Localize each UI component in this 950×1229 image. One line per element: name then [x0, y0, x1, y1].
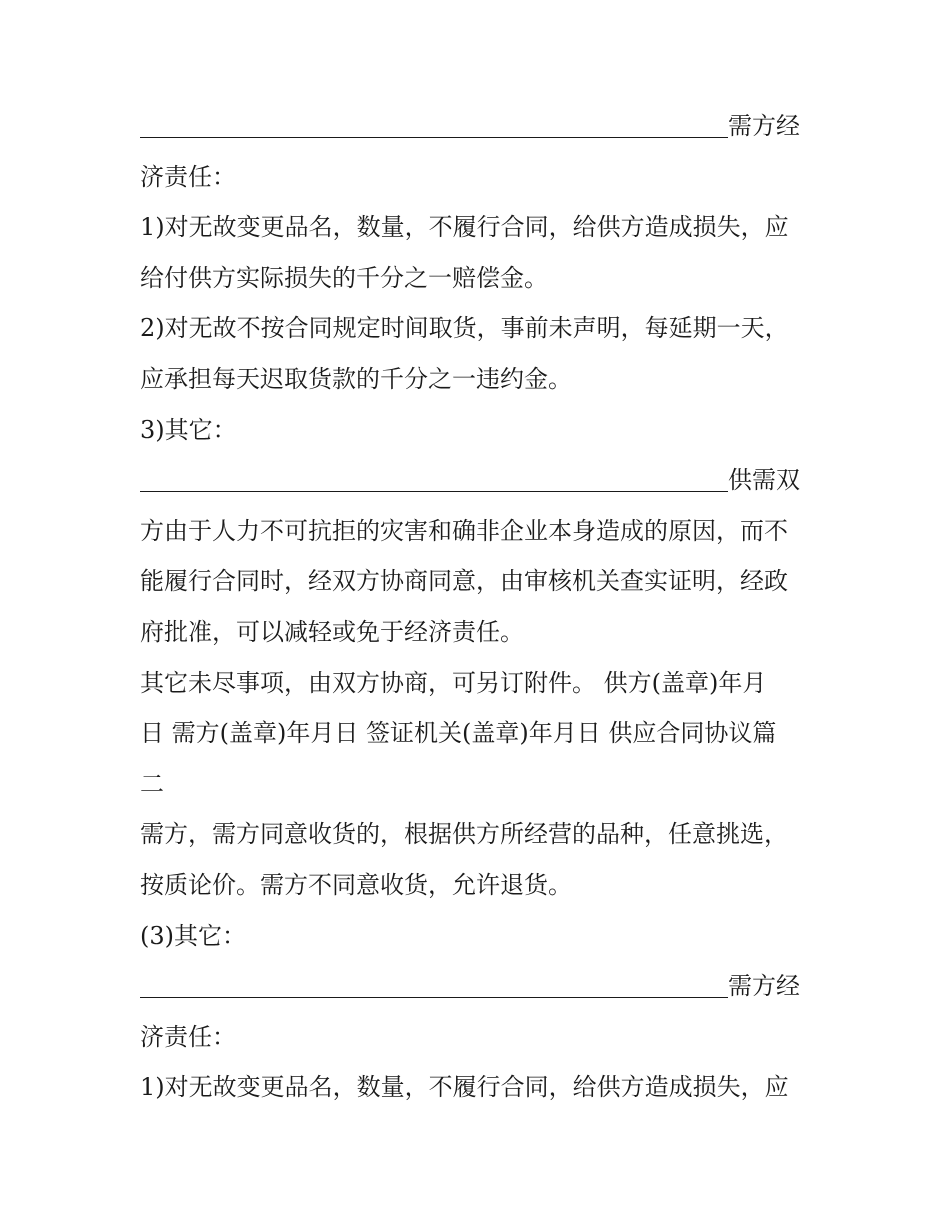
text-line: 3)其它：: [140, 415, 237, 444]
text-line: (3)其它：: [140, 921, 246, 950]
text-line: 二: [140, 769, 164, 798]
text-line: 给付供方实际损失的千分之一赔偿金。: [140, 263, 548, 292]
text-line: 济责任：: [140, 162, 236, 191]
text-line: 按质论价。需方不同意收货，允许退货。: [140, 870, 572, 899]
fill-in-line: [140, 961, 815, 1012]
text-line: 2)对无故不按合同规定时间取货，事前未声明，每延期一天，: [140, 314, 789, 343]
text-line: 1)对无故变更品名，数量，不履行合同，给供方造成损失，应: [140, 1073, 789, 1102]
line-tail-text: 需方经: [728, 112, 800, 140]
text-line: 能履行合同时，经双方协商同意，由审核机关查实证明，经政: [140, 567, 788, 596]
line-tail-text: 供需双: [728, 466, 800, 495]
text-line: 应承担每天迟取货款的千分之一违约金。: [140, 364, 572, 393]
blank-underline: [140, 996, 728, 998]
text-line: 其它未尽事项，由双方协商，可另订附件。 供方(盖章)年月: [140, 668, 767, 697]
text-line: 府批准，可以减轻或免于经济责任。: [140, 617, 524, 646]
blank-underline: [140, 490, 728, 492]
fill-in-line: [140, 101, 815, 152]
document-body: [140, 101, 815, 1113]
line-tail-text: 需方经: [728, 972, 800, 1001]
text-line: 需方，需方同意收货的，根据供方所经营的品种，任意挑选，: [140, 820, 788, 849]
text-line: 济责任：: [140, 1022, 236, 1051]
text-line: 日 需方(盖章)年月日 签证机关(盖章)年月日 供应合同协议篇: [140, 719, 777, 748]
fill-in-line: [140, 455, 815, 506]
text-line: 方由于人力不可抗拒的灾害和确非企业本身造成的原因，而不: [140, 516, 788, 545]
blank-underline: [140, 136, 728, 138]
text-line: 1)对无故变更品名，数量，不履行合同，给供方造成损失，应: [140, 213, 789, 242]
